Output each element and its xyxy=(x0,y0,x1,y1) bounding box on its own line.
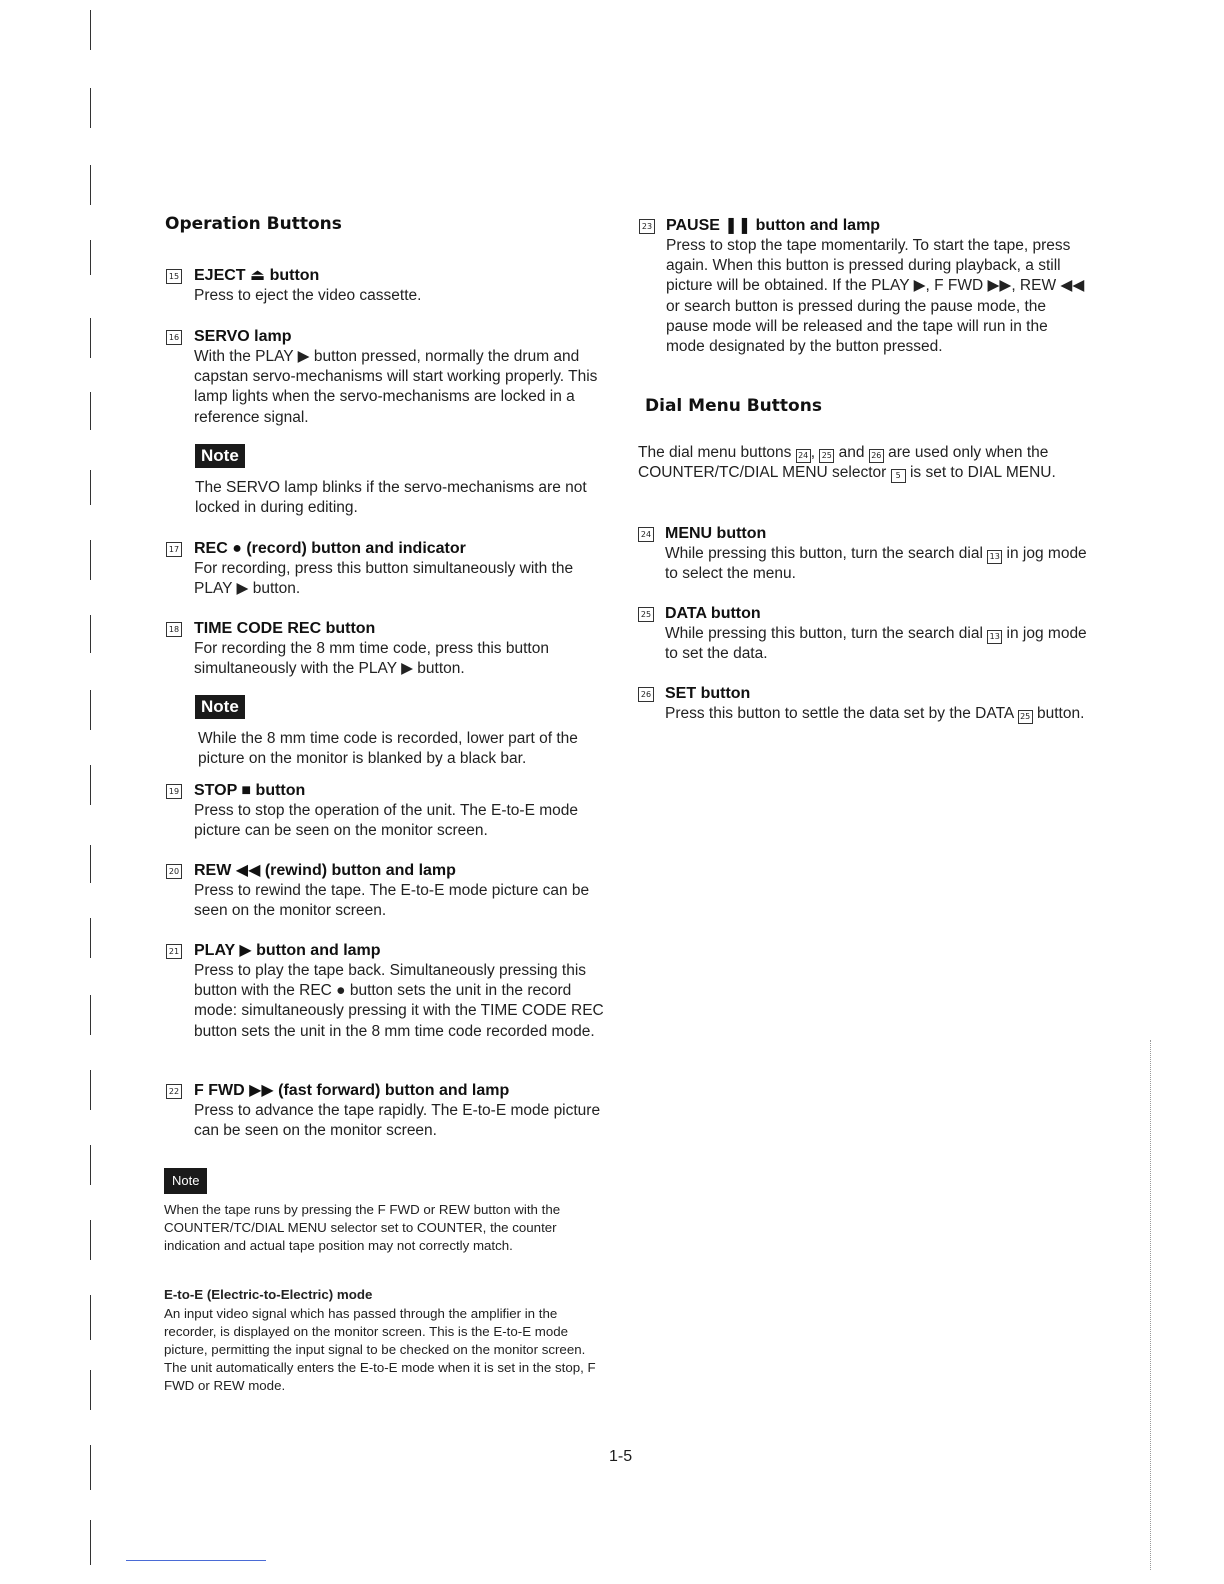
item-stop xyxy=(165,781,615,841)
item-title: SERVO lamp xyxy=(194,328,292,345)
item-title: STOP ■ button xyxy=(194,782,306,799)
ref-number: 25 xyxy=(1018,710,1033,724)
ref-number: 24 xyxy=(796,449,811,463)
item-number: 23 xyxy=(639,219,655,234)
ete-body xyxy=(164,1305,604,1395)
item-body: Press to eject the video cassette. xyxy=(194,287,422,304)
item-body: Press to stop the operation of the unit. The E-to-E mode picture can be seen on the monitor screen. xyxy=(194,802,578,840)
item-pause xyxy=(638,216,1088,357)
intro-text: and xyxy=(838,444,865,461)
item-title: F FWD ▶▶ (fast forward) button and lamp xyxy=(194,1082,510,1099)
item-number: 16 xyxy=(166,330,182,345)
item-body: Press to play the tape back. Simultaneously pressing this button with the REC ● button sets the unit in the record mode: simultaneously pressing it with the TIME CODE REC button sets the unit in the 8 mm time code recorded mode. xyxy=(194,962,604,1040)
item-title: EJECT ⏏ button xyxy=(194,267,320,284)
item-title: MENU button xyxy=(665,525,767,542)
ref-number: 13 xyxy=(987,630,1002,644)
note-badge: Note xyxy=(195,444,245,468)
item-number: 15 xyxy=(166,269,182,284)
page-number: 1-5 xyxy=(609,1448,633,1465)
item-title: REC ● (record) button and indicator xyxy=(194,540,466,557)
note-badge: Note xyxy=(164,1168,207,1194)
dial-menu-intro xyxy=(638,443,1088,483)
item-body: With the PLAY ▶ button pressed, normally the drum and capstan servo-mechanisms will start working properly. This lamp lights when the servo-mechanisms are locked in a reference signal. xyxy=(194,348,598,426)
item-title: DATA button xyxy=(665,605,761,622)
item-set xyxy=(637,684,1087,724)
binding-edge xyxy=(88,0,94,1584)
item-title: PAUSE ❚❚ button and lamp xyxy=(666,217,881,234)
right-edge-mark xyxy=(1150,1040,1154,1570)
intro-text: are used only when the COUNTER/TC/DIAL MENU selector xyxy=(638,444,1049,482)
item-number: 17 xyxy=(166,542,182,557)
item-number: 22 xyxy=(166,1084,182,1099)
body-text: Press this button to settle the data set by the DATA xyxy=(665,705,1014,722)
body-text: button. xyxy=(1037,705,1085,722)
item-time-code-rec xyxy=(165,619,615,679)
section-heading-operation: Operation Buttons xyxy=(165,214,342,234)
item-number: 21 xyxy=(166,944,182,959)
section-heading-dial-menu: Dial Menu Buttons xyxy=(645,396,822,416)
ref-number: 5 xyxy=(891,469,906,483)
ete-body-p1: An input video signal which has passed through the amplifier in the recorder, is displayed on the monitor screen. This is the E-to-E mode picture, permitting the input signal to be checked on the monitor screen. xyxy=(164,1306,586,1357)
ref-number: 13 xyxy=(987,550,1002,564)
note-text-timecode: While the 8 mm time code is recorded, lower part of the picture on the monitor is blanked by a black bar. xyxy=(198,730,578,768)
item-rec xyxy=(165,539,615,599)
ete-body-p2: The unit automatically enters the E-to-E mode when it is set in the stop, F FWD or REW mode. xyxy=(164,1360,596,1393)
item-menu xyxy=(637,524,1087,584)
note-text-counter: When the tape runs by pressing the F FWD or REW button with the COUNTER/TC/DIAL MENU selector set to COUNTER, the counter indication and actual tape position may not correctly match. xyxy=(164,1202,561,1253)
item-servo xyxy=(165,327,615,428)
ete-title: E-to-E (Electric-to-Electric) mode xyxy=(164,1287,373,1302)
item-eject xyxy=(165,266,615,306)
note-badge: Note xyxy=(195,695,245,719)
note-text-servo: The SERVO lamp blinks if the servo-mechanisms are not locked in during editing. xyxy=(195,479,587,517)
ref-number: 25 xyxy=(819,449,834,463)
item-title: REW ◀◀ (rewind) button and lamp xyxy=(194,862,456,879)
item-title: TIME CODE REC button xyxy=(194,620,376,637)
body-text: in jog mode to set the data. xyxy=(665,625,1087,663)
intro-text: , xyxy=(810,444,815,461)
item-number: 19 xyxy=(166,784,182,799)
intro-text: The dial menu buttons xyxy=(638,444,792,461)
item-title: PLAY ▶ button and lamp xyxy=(194,942,381,959)
item-body: Press to stop the tape momentarily. To start the tape, press again. When this button is pressed during playback, a still picture will be obtained. If the PLAY ▶, F FWD ▶▶, REW ◀◀ or search button is pressed during the pause mode, the pause mode will be released and the tape will run in the mode designated by the button pressed. xyxy=(666,237,1085,356)
item-number: 18 xyxy=(166,622,182,637)
item-body: Press to advance the tape rapidly. The E-to-E mode picture can be seen on the monitor screen. xyxy=(194,1102,601,1140)
body-text: in jog mode to select the menu. xyxy=(665,545,1087,583)
item-ffwd xyxy=(165,1081,615,1141)
body-text: While pressing this button, turn the search dial xyxy=(665,625,983,642)
item-number: 26 xyxy=(638,687,654,702)
ref-number: 26 xyxy=(869,449,884,463)
item-data xyxy=(637,604,1087,664)
item-body: Press to rewind the tape. The E-to-E mode picture can be seen on the monitor screen. xyxy=(194,882,590,920)
item-number: 20 xyxy=(166,864,182,879)
intro-text: is set to DIAL MENU. xyxy=(909,464,1056,482)
item-title: SET button xyxy=(665,685,751,702)
item-number: 24 xyxy=(638,527,654,542)
item-rew xyxy=(165,861,615,921)
footer-rule xyxy=(126,1560,266,1561)
item-number: 25 xyxy=(638,607,654,622)
item-body xyxy=(637,704,1087,724)
body-text: While pressing this button, turn the search dial xyxy=(665,545,983,562)
item-body xyxy=(637,624,1087,664)
item-body: For recording, press this button simultaneously with the PLAY ▶ button. xyxy=(194,560,574,598)
item-play xyxy=(165,941,615,1042)
item-body: For recording the 8 mm time code, press this button simultaneously with the PLAY ▶ button. xyxy=(194,640,549,678)
item-body xyxy=(637,544,1087,584)
